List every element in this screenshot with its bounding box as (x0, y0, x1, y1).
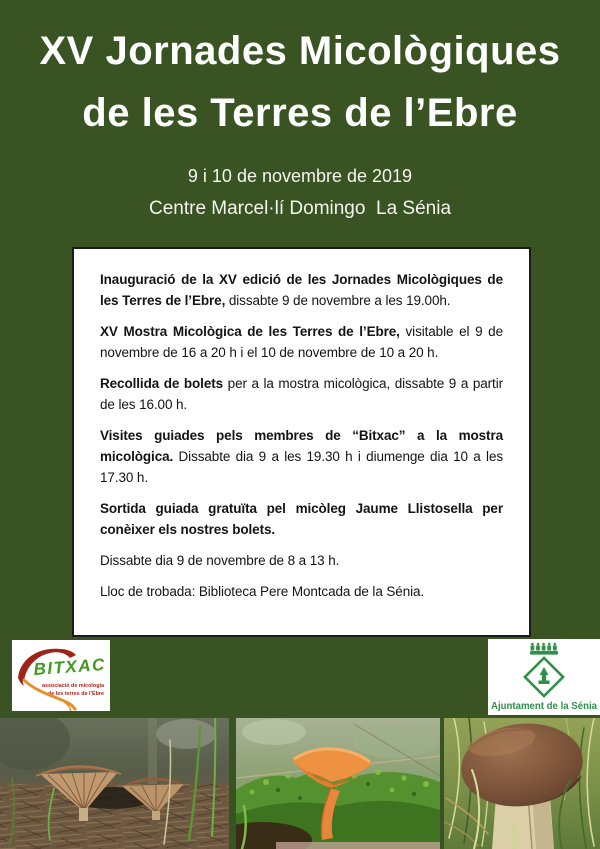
photo-funnel-mushrooms (0, 718, 229, 849)
info-box (72, 247, 531, 637)
ajuntament-logo-icon (488, 639, 600, 715)
event-date: 9 i 10 de novembre de 2019 (187, 166, 413, 186)
info-paragraph-inauguracio: Inauguració de la XV edició de les Jornades Micològiques de les Terres de l’Ebre, dissabte 9 de novembre a les 19.00h. (100, 272, 503, 308)
title-line-2: de les Terres de l’Ebre (82, 91, 518, 135)
title-line-1: XV Jornades Micològiques (39, 29, 561, 73)
poster-subtitle (0, 166, 600, 220)
photo-porcini-grass (444, 718, 600, 849)
bitxac-wordmark: BITXAC (32, 654, 107, 679)
bitxac-logo (12, 640, 110, 711)
info-paragraph-recollida: Recollida de bolets per a la mostra micològica, dissabte 9 a partir de les 16.00 h. (100, 376, 503, 412)
info-paragraph-sortida: Sortida guiada gratuïta pel micòleg Jaume Llistosella per conèixer els nostres bolets. (100, 501, 503, 537)
info-paragraph-dissabte: Dissabte dia 9 de novembre de 8 a 13 h. (100, 553, 340, 568)
info-paragraph-visites: Visites guiades pels membres de “Bitxac” a la mostra micològica. Dissabte dia 9 a les 19.30 h i diumenge dia 10 a les 17.30 h. (100, 428, 503, 485)
info-paragraph-lloc-trobada: Lloc de trobada: Biblioteca Pere Montcada de la Sénia. (100, 584, 425, 599)
photo-chanterelle-moss (236, 718, 440, 849)
ajuntament-logo (488, 639, 600, 715)
info-paragraph-mostra: XV Mostra Micològica de les Terres de l’Ebre, visitable el 9 de novembre de 16 a 20 h i el 10 de novembre de 10 a 20 h. (100, 324, 503, 360)
bitxac-subtitle-1: associació de micologia (41, 683, 104, 689)
ajuntament-label: Ajuntament de la Sénia (491, 701, 598, 712)
bitxac-logo-icon (12, 640, 110, 711)
bitxac-subtitle-2: de les terres de l’Ebre (47, 691, 104, 697)
event-venue: Centre Marcel·lí Domingo La Sénia (148, 198, 452, 219)
poster-title (0, 0, 600, 144)
